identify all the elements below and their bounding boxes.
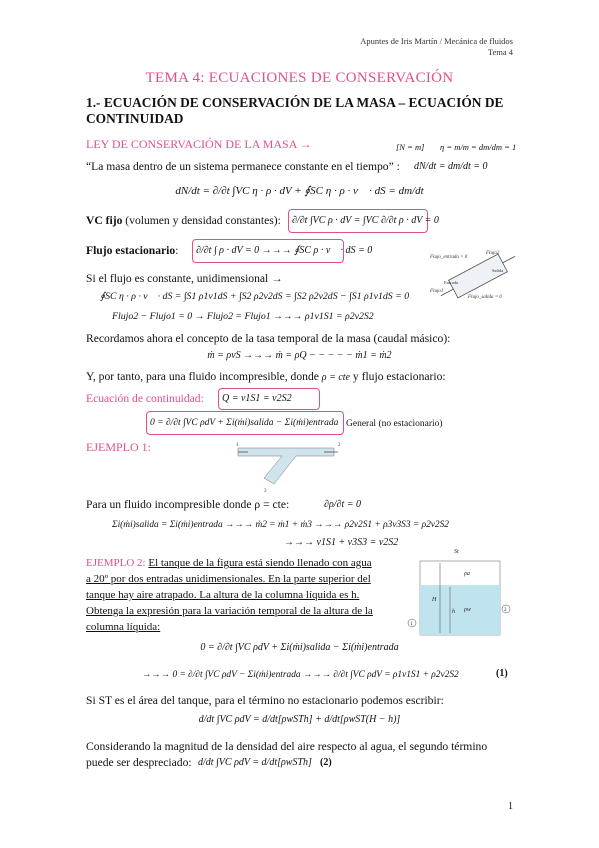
flujo-equation: ∂/∂t ∫ ρ · dV = 0 →→→ ∮SC ρ · v⃗ · dS = 0: [196, 245, 373, 256]
fig3-n1: 1: [410, 622, 413, 627]
ej2-line4: Obtenga la expresión para la variación temporal de la altura de la: [86, 605, 373, 617]
incomp-text1: Y, por tanto, para una fluido incompresible, donde: [86, 370, 322, 383]
vc-label: VC fijo: [86, 214, 123, 227]
continuidad-equation: Q = v1S1 = v2S2: [222, 393, 292, 404]
uni-eq1: ∮SC η · ρ · v⃗ · dS = ∫S1 ρ1v1dS + ∫S2 ρ2v2dS = ∫S2 ρ2v2dS − ∫S1 ρ1v1dS = 0: [100, 291, 410, 302]
st-equation: d/dt ∫VC ρdV = d/dt[ρwSTh] + d/dt[ρwST(H − h)]: [198, 714, 401, 725]
ej2-label: EJEMPLO 2:: [86, 557, 146, 569]
mass-equation: dN/dt = ∂/∂t ∫VC η · ρ · dV + ∮SC η · ρ · v⃗ · dS = dm/dt: [175, 185, 424, 197]
ej2-text1: El tanque de la figura está siendo llenado con agua: [148, 557, 372, 569]
control-volume-body: [449, 254, 508, 298]
ley-quote-eq: dN/dt = dm/dt = 0: [414, 161, 488, 172]
running-header: [360, 36, 513, 58]
ej1-text: Para un fluido incompresible donde ρ = cte:: [86, 498, 290, 511]
uni-text: Si el flujo es constante, unidimensional →: [86, 272, 283, 285]
caudal-text: Recordamos ahora el concepto de la tasa temporal de la masa (caudal másico):: [86, 332, 451, 345]
fig1-label-entrada: Entrada: [444, 280, 458, 285]
ej2-line1: [86, 556, 372, 570]
fig3-st: St: [454, 549, 459, 555]
vc-line: [86, 214, 281, 228]
fig2-n3: 3: [264, 489, 267, 494]
ej2-line5: columna líquida:: [86, 621, 161, 633]
pipe-junction: [238, 448, 334, 484]
ej1-eq2: →→→ v1S1 + v3S3 = v2S2: [284, 537, 399, 548]
ej2-line3: tanque hay aire atrapado. La altura de la columna líquida es h.: [86, 589, 360, 601]
units-note: [N = m]: [396, 142, 425, 152]
uni-eq2: Flujo2 − Flujo1 = 0 → Flujo2 = Flujo1 →→→ ρ1v1S1 = ρ2v2S2: [112, 311, 374, 322]
ley-heading: LEY DE CONSERVACIÓN DE LA MASA →: [86, 137, 312, 151]
ley-quote: “La masa dentro de un sistema permanece constante en el tiempo” :: [86, 160, 400, 173]
ej1-cond: ∂ρ/∂t = 0: [324, 499, 361, 510]
fig1-label-flujo2: Flujo2: [486, 251, 500, 256]
control-volume-figure: [428, 248, 528, 302]
header-topic: Tema 4: [487, 47, 513, 57]
general-equation: 0 = ∂/∂t ∫VC ρdV + Σi(ṁi)salida − Σi(ṁi)entrada: [150, 418, 339, 428]
st-eq2-number: (2): [320, 757, 332, 768]
continuidad-label-text: Ecuación de continuidad: [86, 392, 201, 405]
fig3-H: H: [432, 597, 437, 603]
ej2-eq2-number: (1): [496, 668, 508, 679]
page-title: TEMA 4: ECUACIONES DE CONSERVACIÓN: [145, 70, 454, 86]
ej2-eq1: 0 = ∂/∂t ∫VC ρdV + Σi(ṁi)salida − Σi(ṁi)entrada: [200, 642, 399, 653]
vc-equation: ∂/∂t ∫VC ρ · dV = ∫VC ∂/∂t ρ · dV = 0: [292, 215, 439, 226]
ej1-eq1: Σi(ṁi)salida = Σi(ṁi)entrada →→→ ṁ2 = ṁ1 + ṁ3 →→→ ρ2v2S1 + ρ3v3S3 = ρ2v2S2: [112, 520, 449, 530]
eta-note: η = m/m = dm/dm = 1: [440, 142, 517, 152]
fig1-label-flujo1: Flujo1: [430, 289, 444, 294]
fig2-n1: 1: [236, 443, 239, 448]
fig1-label-salida: Salida: [492, 268, 504, 273]
vc-text: (volumen y densidad constantes):: [122, 214, 281, 227]
fig3-pw: ρw: [464, 607, 471, 613]
incomp-line: [86, 370, 446, 385]
incomp-rho: ρ = cte: [321, 372, 350, 383]
fig3-n2: 2: [504, 608, 507, 613]
ej2-eq2: →→→ 0 = ∂/∂t ∫VC ρdV − Σi(ṁi)entrada →→→ ∂/∂t ∫VC ρdV = ρ1v1S1 + ρ2v2S2: [142, 670, 459, 680]
header-author: Apuntes de Iris Martín / Mecánica de fluidos: [360, 36, 513, 46]
incomp-text2: y flujo estacionario:: [350, 370, 446, 383]
tank-figure: [406, 545, 514, 641]
section-heading: 1.- ECUACIÓN DE CONSERVACIÓN DE LA MASA – ECUACIÓN DE CONTINUIDAD: [86, 95, 504, 126]
fig3-h: h: [452, 609, 455, 615]
flujo-label-text: Flujo estacionario: [86, 244, 176, 257]
st-text: Si ST es el área del tanque, para el término no estacionario podemos escribir:: [86, 694, 444, 707]
ej2-line2: a 20º por dos entradas unidimensionales. En la parte superior del: [86, 573, 371, 585]
fig2-n2: 2: [338, 443, 341, 448]
fig1-label-out0: Flujo_salida = 0: [468, 295, 502, 300]
st-text3: puede ser despreciado:: [86, 756, 192, 769]
st-text2: Considerando la magnitud de la densidad del aire respecto al agua, el segundo término: [86, 740, 488, 753]
water-column: [420, 585, 500, 635]
ejemplo1-label: EJEMPLO 1:: [86, 440, 152, 454]
ejemplo1-figure: [234, 438, 354, 496]
general-note: General (no estacionario): [346, 419, 443, 429]
fig1-label-in0: Flujo_entrada = 0: [430, 255, 468, 260]
outlet-arrow: [503, 256, 515, 263]
page-number: 1: [508, 801, 513, 812]
continuidad-label: Ecuación de continuidad:: [86, 392, 204, 405]
flujo-label: Flujo estacionario:: [86, 244, 179, 257]
fig3-pa: ρa: [464, 571, 470, 577]
st-equation2: d/dt ∫VC ρdV = d/dt[ρwSTh]: [198, 757, 312, 768]
caudal-equation: ṁ = ρvS →→→ ṁ = ρQ − − − − − ṁ1 = ṁ2: [207, 350, 392, 361]
